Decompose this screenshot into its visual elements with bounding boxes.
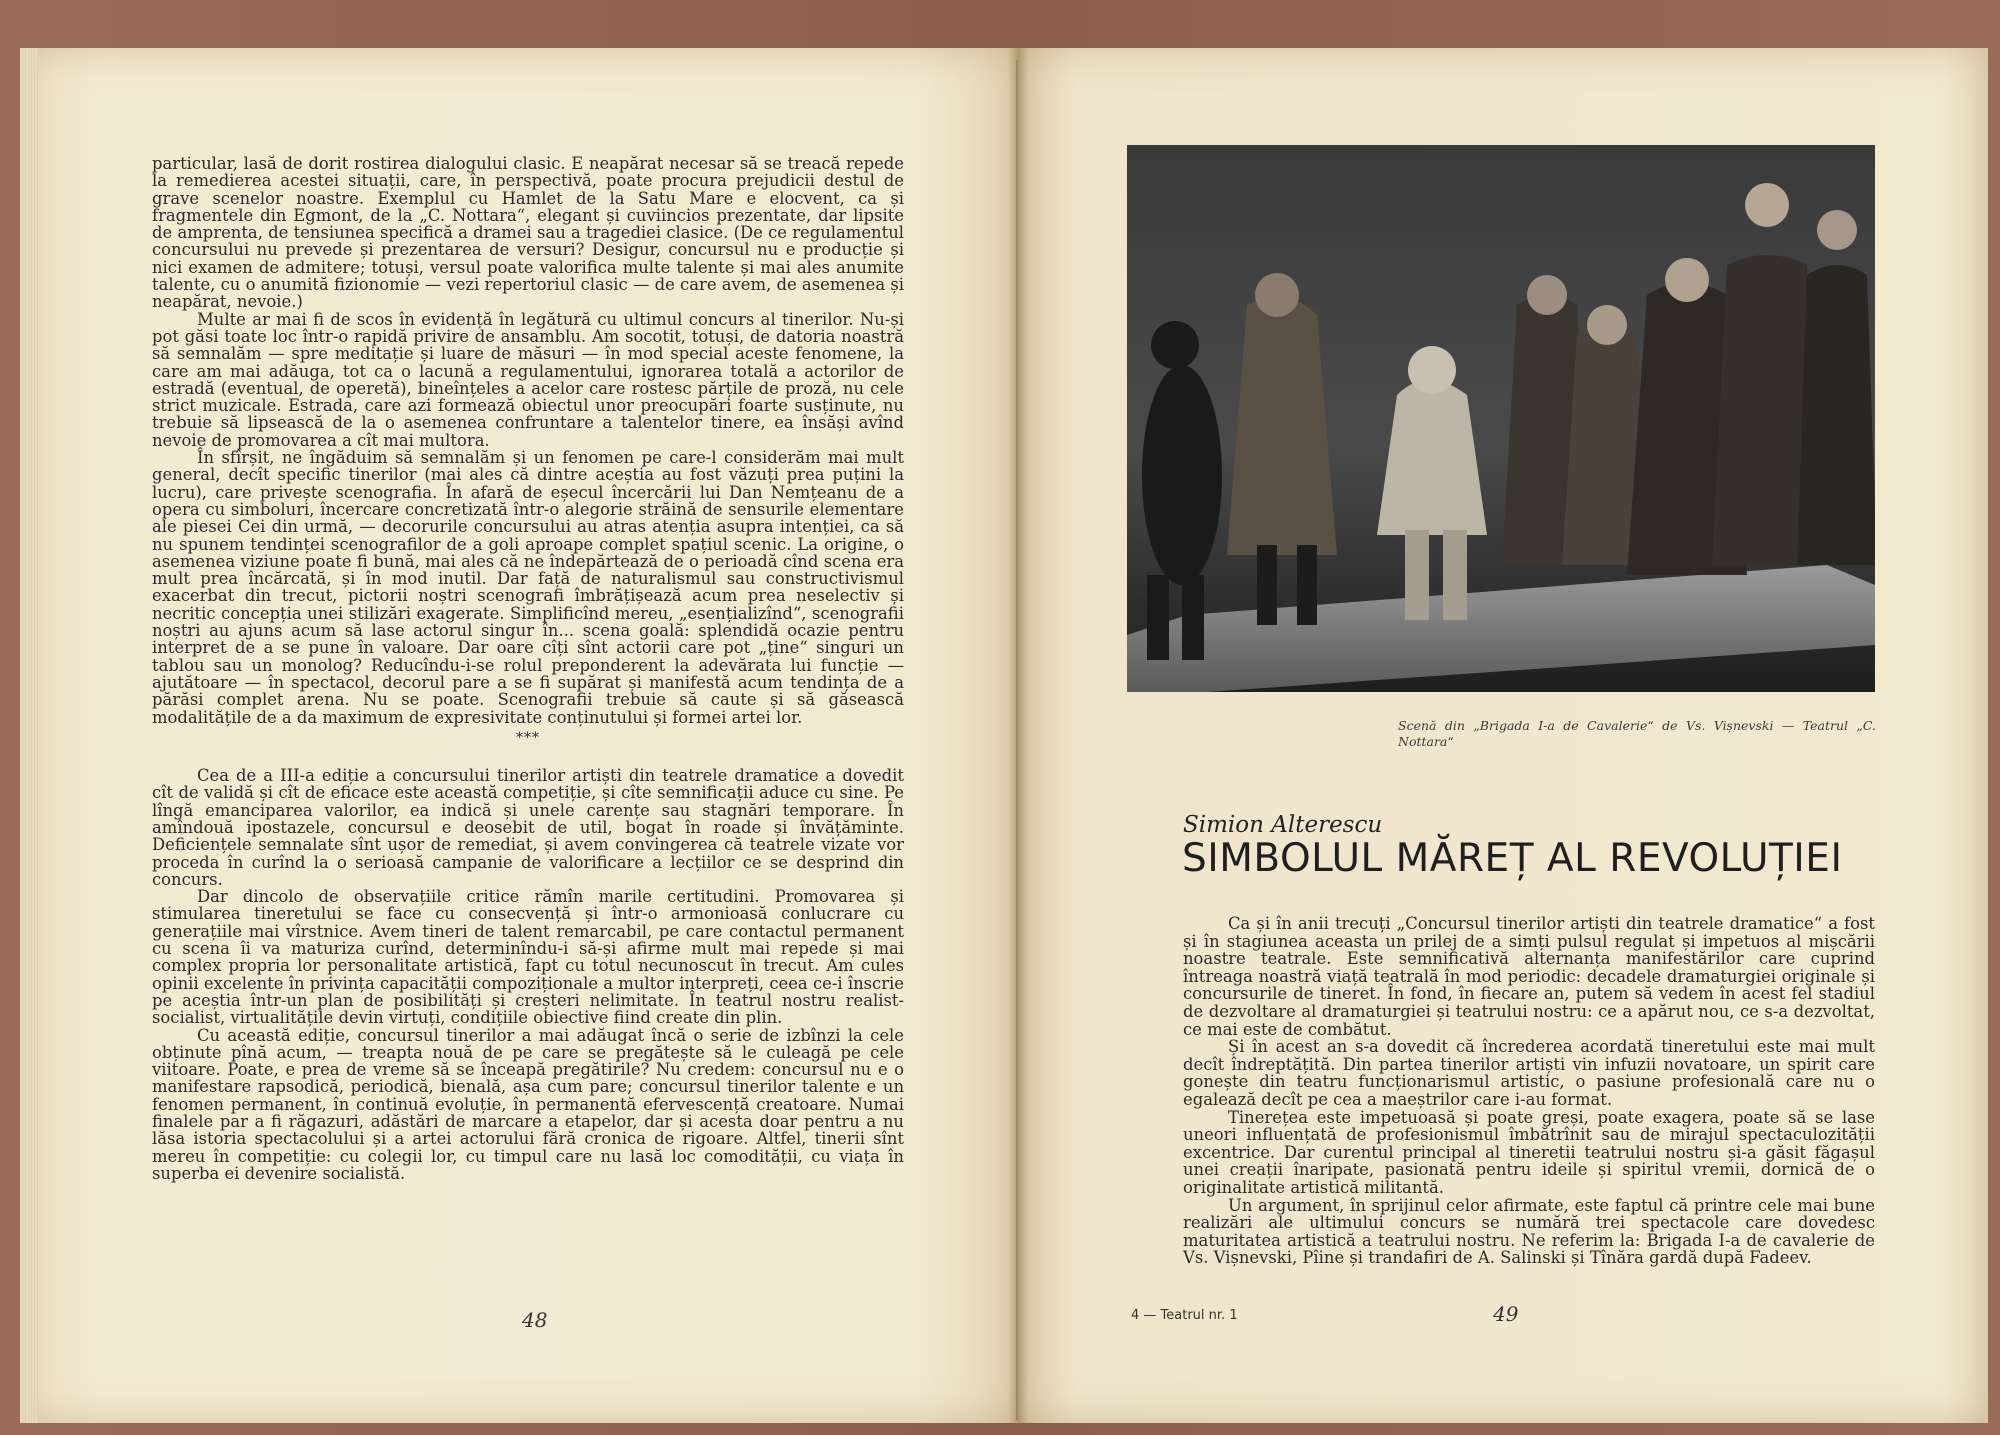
paragraph: Cea de a III-a ediție a concursului tinerilor artiști din teatrele dramatice a dovedit cît de validă și cît de eficace este această competiție, și cîte semnificații aduce cu sine. Pe lîngă emanciparea valorilor, ea indică și unele carențe sau stagnări temporare. În amîndouă ipostazele, concursul e deosebit de util, bogat în roade și învățăminte. Deficiențele semnalate sînt ușor de remediat, și avem convingerea că teatrele vizate vor proceda în curînd la o serioasă campanie de valorificare a lecțiilor ce se desprind din concurs. [152, 766, 904, 889]
left-column-text [152, 155, 904, 1182]
paragraph: Dar dincolo de observațiile critice rămîn marile certitudini. Promovarea și stimularea tineretului se face cu consecvență și într-o armonioasă conlucrare cu generațiile mai vîrstnice. Avem tineri de talent remarcabil, pe care contactul permanent cu scena îi va maturiza curînd, determinîndu-i să-și afirme mult mai repede și mai complex propria lor personalitate artistică, fapt cu totul necunoscut în trecut. Am cules opinii excelente în privința capacității compoziționale a multor interpreți, ceea ce-i înscrie pe aceștia într-un plan de posibilități și creșteri nelimitate. În teatrul nostru realist-socialist, virtualitățile devin virtuți, condițiile obiective fiind create din plin. [152, 887, 904, 1028]
article-author: Simion Alterescu [1183, 812, 1383, 838]
paragraph: În sfîrșit, ne îngăduim să semnalăm și un fenomen pe care-l considerăm mai mult general, decît specific tinerilor (mai ales că dintre aceștia au fost văzuți prea puțini la lucru), care privește scenografia. În afară de eșecul încercării lui Dan Nemțeanu de a opera cu simboluri, încercare concretizată într-o alegorie străină de sensurile elementare ale piesei Cei din urmă, — decorurile concursului au atras atenția asupra intenției, ca să nu spunem tendinței scenografilor de a goli aproape complet spațiul scenic. La origine, o asemenea viziune poate fi bună, mai ales că ne îndepărtează de o perioadă cînd scena era mult prea încărcată, și în mod inutil. Dar față de naturalismul sau constructivismul exacerbat din trecut, pictorii noștri scenografi îmbrățișează acum prea neselectiv și necritic concepția unei stilizări exagerate. Simplificînd mereu, „esențializînd“, scenografii noștri au ajuns acum să lase actorul singur în... scena goală: splendidă ocazie pentru interpret de a se pune în valoare. Dar oare cîți sînt actorii care pot „ține“ singuri un tablou sau un monolog? Reducîndu-i-se rolul preponderent la adevărata lui funcție — ajutătoare — în spectacol, decorul pare a se fi supărat și manifestă acum tendința de a părăsi complet arena. Nu se poate. Scenografii trebuie să caute și să găsească modalitățile de a da maximum de expresivitate conținutului și formei artei lor. [152, 448, 904, 727]
page-number-left: 48 [522, 1308, 548, 1332]
paragraph: Multe ar mai fi de scos în evidență în legătură cu ultimul concurs al tinerilor. Nu-și pot găsi toate loc într-o rapidă privire de ansamblu. Am socotit, totuși, de datoria noastră să semnalăm — spre meditație și luare de măsuri — în mod special aceste fenomene, la care am mai adăuga, tot ca o lacună a regulamentului, ignorarea totală a actorilor de estradă (eventual, de operetă), bineînțeles a acelor care rostesc părțile de proză, nu cele strict muzicale. Estrada, care azi formează obiectul unor preocupări foarte susținute, nu trebuie să lipsească de la o asemenea confruntare a talentelor tinere, ea însăși avînd nevoie de promovarea a cît mai multora. [152, 309, 904, 450]
paragraph: Cu această ediție, concursul tinerilor a mai adăugat încă o serie de izbînzi la cele obținute pînă acum, — treapta nouă de pe care se pregătește să le culeagă pe cele viitoare. Poate, e prea de vreme să se înceapă pregătirile? Nu credem: concursul nu e o manifestare rapsodică, periodică, bienală, așa cum pare; concursul tinerilor talente e un fenomen permanent, în continuă evoluție, în permanentă efervescență creatoare. Numai finalele par a fi răgazuri, adăstări de marcare a etapelor, dar și acesta doar pentru a nu lăsa istoria spectacolului și a artei actorului fără cronica de rigoare. Altfel, tinerii sînt mereu în competiție: cu colegii lor, cu timpul care nu lasă loc comodității, cu viața în superba ei devenire socialistă. [152, 1025, 904, 1183]
paragraph: Și în acest an s-a dovedit că încrederea acordată tineretului este mai mult decît îndreptățită. Din partea tinerilor artiști vin infuzii novatoare, un spirit care gonește din teatru funcționarismul artistic, o pasiune profesională care nu o egalează decît pe cea a maeștrilor care i-au format. [1183, 1037, 1875, 1109]
spine-line [1016, 60, 1018, 1420]
book-gutter [1008, 48, 1028, 1423]
stage-photograph [1127, 145, 1875, 692]
paragraph: Tinerețea este impetuoasă și poate greși, poate exagera, poate să se lase uneori influențată de profesionismul îmbătrînit sau de mirajul spectaculozității excentrice. Dar curentul principal al tineretii teatrului nostru și-a găsit făgașul unei creații înaripate, pasionată pentru ideile și spiritul vremii, dornică de o originalitate artistică militantă. [1183, 1107, 1875, 1197]
paragraph: particular, lasă de dorit rostirea dialogului clasic. E neapărat necesar să se treacă repede la remedierea acestei situații, care, în perspectivă, poate procura prejudicii destul de grave scenelor noastre. Exemplul cu Hamlet de la Satu Mare e elocvent, ca și fragmentele din Egmont, de la „C. Nottara“, elegant și cuviincios prezentate, dar lipsite de amprenta, de tensiunea specifică a dramei sau a tragediei clasice. (De ce regulamentul concursului nu prevede și prezentarea de versuri? Desigur, concursul nu e producție și nici examen de admitere; totuși, versul poate valorifica multe talente și mai ales anumite talente, cu o anumită fizionomie — vezi repertoriul clasic — de care avem, de asemenea și neapărat, nevoie.) [152, 154, 904, 312]
right-column-text [1183, 915, 1875, 1267]
article-title: SIMBOLUL MĂREȚ AL REVOLUȚIEI [1182, 836, 1843, 881]
paragraph: Ca și în anii trecuți „Concursul tinerilor artiști din teatrele dramatice“ a fost și în stagiunea aceasta un prilej de a simți pulsul regulat și impetuos al mișcării noastre teatrale. Este semnificativă alternanța manifestărilor care cuprind întreaga noastră viață teatrală în mod periodic: decadele dramaturgiei originale și concursurile de tineret. În fond, în fiecare an, putem să vedem în acest fel stadiul de dezvoltare al dramaturgiei și teatrului nostru: ce a apărut nou, ce s-a dezvoltat, ce mai este de combătut. [1183, 914, 1875, 1039]
section-separator: *** [516, 729, 540, 746]
paragraph: Un argument, în sprijinul celor afirmate, este faptul că printre cele mai bune realizări ale ultimului concurs se numără trei spectacole care dovedesc maturitatea artistică a teatrului nostru. Ne referim la: Brigada I-a de cavalerie de Vs. Vișnevski, Pîine și trandafiri de A. Salinski și Tînăra gardă după Fadeev. [1183, 1195, 1875, 1268]
page-number-right: 49 [1493, 1302, 1519, 1326]
page-footer: 4 — Teatrul nr. 1 [1131, 1308, 1238, 1323]
photo-caption: Scenă din „Brigada I-a de Cavalerie“ de Vs. Vișnevski — Teatrul „C. Nottara“ [1398, 718, 1876, 749]
page-edges [20, 48, 38, 1423]
